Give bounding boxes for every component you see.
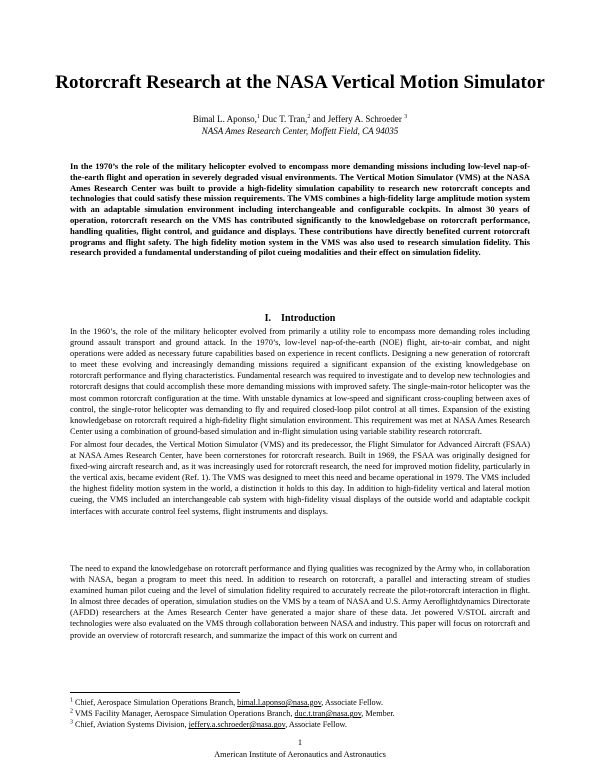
author-schroeder: and Jeffery A. Schroeder: [310, 114, 402, 124]
author-tran: Duc T. Tran,: [259, 114, 308, 124]
author-aponso: Bimal L. Aponso,: [192, 114, 257, 124]
footnotes: [70, 697, 530, 731]
intro-paragraph-3: The need to expand the knowledgebase on rotorcraft performance and flying qualities was recognized by the Army who, in collaboration with NASA, began a program to meet this need. In addition to research on rotorcraft, a parallel and interacting stream of studies examined human pilot cueing and the level of simulation fidelity required to accurately recreate the pilot-rotorcraft interaction in flight. In almost three decades of operation, simulation studies on the VMS by a team of NASA and U.S. Army Aeroflightdynamics Directorate (AFDD) researchers at the Ames Research Center have generated a major share of these data. Jet powered V/STOL aircraft and technologies were also evaluated on the VMS through collaboration between NASA and industry. This paper will focus on rotorcraft and provide an overview of rotorcraft research, and summarize the impact of this work on current and: [70, 564, 530, 640]
email-link[interactable]: bimal.l.aponso@nasa.gov: [237, 698, 322, 707]
author-mark-3: 3: [404, 114, 408, 120]
email-link[interactable]: duc.t.tran@nasa.gov: [294, 709, 362, 719]
footnote-2: [70, 708, 530, 719]
footnote-mark: 3: [70, 719, 73, 726]
intro-paragraph-2: For almost four decades, the Vertical Motion Simulator (VMS) and its predecessor, the Flight Simulator for Advanced Aircraft (FSAA) at NASA Ames Research Center, have been cornerstones for rotorcraft research. Built in 1969, the FSAA was originally designed for fixed-wing aircraft research and, as it was increasingly used for rotorcraft research, the need for improved motion fidelity, particularly in the vertical axis, became evident (Ref. 1). The VMS was designed to meet this need and became operational in 1979. The VMS included the highest fidelity motion system in the world, a distinction it holds to this day. In addition to high-fidelity vertical and lateral motion cueing, the VMS included an interchangeable cab system with high-fidelity visual displays of the outside world and adaptable cockpit interfaces with accurate control feel systems, flight instruments and displays.: [70, 440, 530, 516]
footnote-3: [70, 719, 530, 730]
footnote-rule: [70, 692, 240, 693]
footer-organization: American Institute of Aeronautics and Astronautics: [214, 750, 386, 759]
author-mark-1: 1: [256, 114, 260, 120]
page-number: 1: [297, 738, 303, 747]
footnote-suffix: , Associate Fellow.: [321, 698, 384, 707]
footnote-1: [70, 697, 530, 708]
footnote-text: Chief, Aviation Systems Division,: [73, 720, 189, 730]
abstract: In the 1970’s the role of the military helicopter evolved to encompass more demanding missions including low-level nap-of-the-earth flight and operation in severely degraded visual environments. The Vertical Motion Simulator (VMS) at the NASA Ames Research Center was built to provide a high-fidelity simulation capability to research new rotorcraft concepts and technologies that could satisfy these mission requirements. The VMS combines a high-fidelity large amplitude motion system with an adaptable simulation environment including interchangeable and configurable cockpits. In almost 30 years of operation, rotorcraft research on the VMS has contributed significantly to the knowledgebase on rotorcraft performance, handling qualities, flight control, and guidance and displays. These contributions have directly benefited current rotorcraft programs and flight safety. The high fidelity motion system in the VMS was also used to research simulation fidelity. This research provided a fundamental understanding of pilot cueing modalities and their effect on simulation fidelity.: [70, 161, 530, 258]
author-mark-2: 2: [307, 114, 311, 120]
footnote-suffix: , Member.: [361, 709, 395, 719]
email-link[interactable]: jeffery.a.schroeder@nasa.gov: [188, 720, 286, 730]
footnote-text: Chief, Aerospace Simulation Operations Branch,: [73, 698, 238, 707]
section-heading-introduction: I. Introduction: [264, 313, 336, 324]
footnote-mark: 2: [70, 708, 73, 715]
affiliation: NASA Ames Research Center, Moffett Field, CA 94035: [201, 126, 399, 136]
paper-title: Rotorcraft Research at the NASA Vertical Motion Simulator: [55, 72, 545, 93]
footnote-suffix: , Associate Fellow.: [285, 720, 347, 730]
author-line: [0, 114, 600, 125]
intro-paragraph-1: In the 1960’s, the role of the military helicopter evolved from primarily a utility role to encompass more demanding roles including ground assault transport and ground attack. In the 1970’s, low-level nap-of-the-earth (NOE) flight, air-to-air combat, and night operations were added as necessary future capabilities based on experience in recent conflicts. Designing a new generation of rotorcraft to meet these evolving and increasingly demanding missions required a significant expansion of the existing knowledgebase on rotorcraft performance and flying characteristics. Fundamental research was required to investigate and to develop new technologies and rotorcraft designs that could accomplish these more demanding missions with improved safety. The single-main-rotor helicopter was the most common rotorcraft configuration at the time. With unstable dynamics at low-speed and significant cross-coupling between axes of control, the single-rotor helicopter was demanding to fly and required closed-loop pilot control at all times. Expansion of the existing knowledgebase on rotorcraft required a high-fidelity flight simulation environment. This requirement was met at NASA Ames Research Center using a combination of ground-based simulation and in-flight simulation using variable stability research rotorcraft.: [70, 327, 530, 436]
footnote-mark: 1: [70, 697, 73, 704]
footnote-text: VMS Facility Manager, Aerospace Simulation Operations Branch,: [73, 709, 295, 719]
